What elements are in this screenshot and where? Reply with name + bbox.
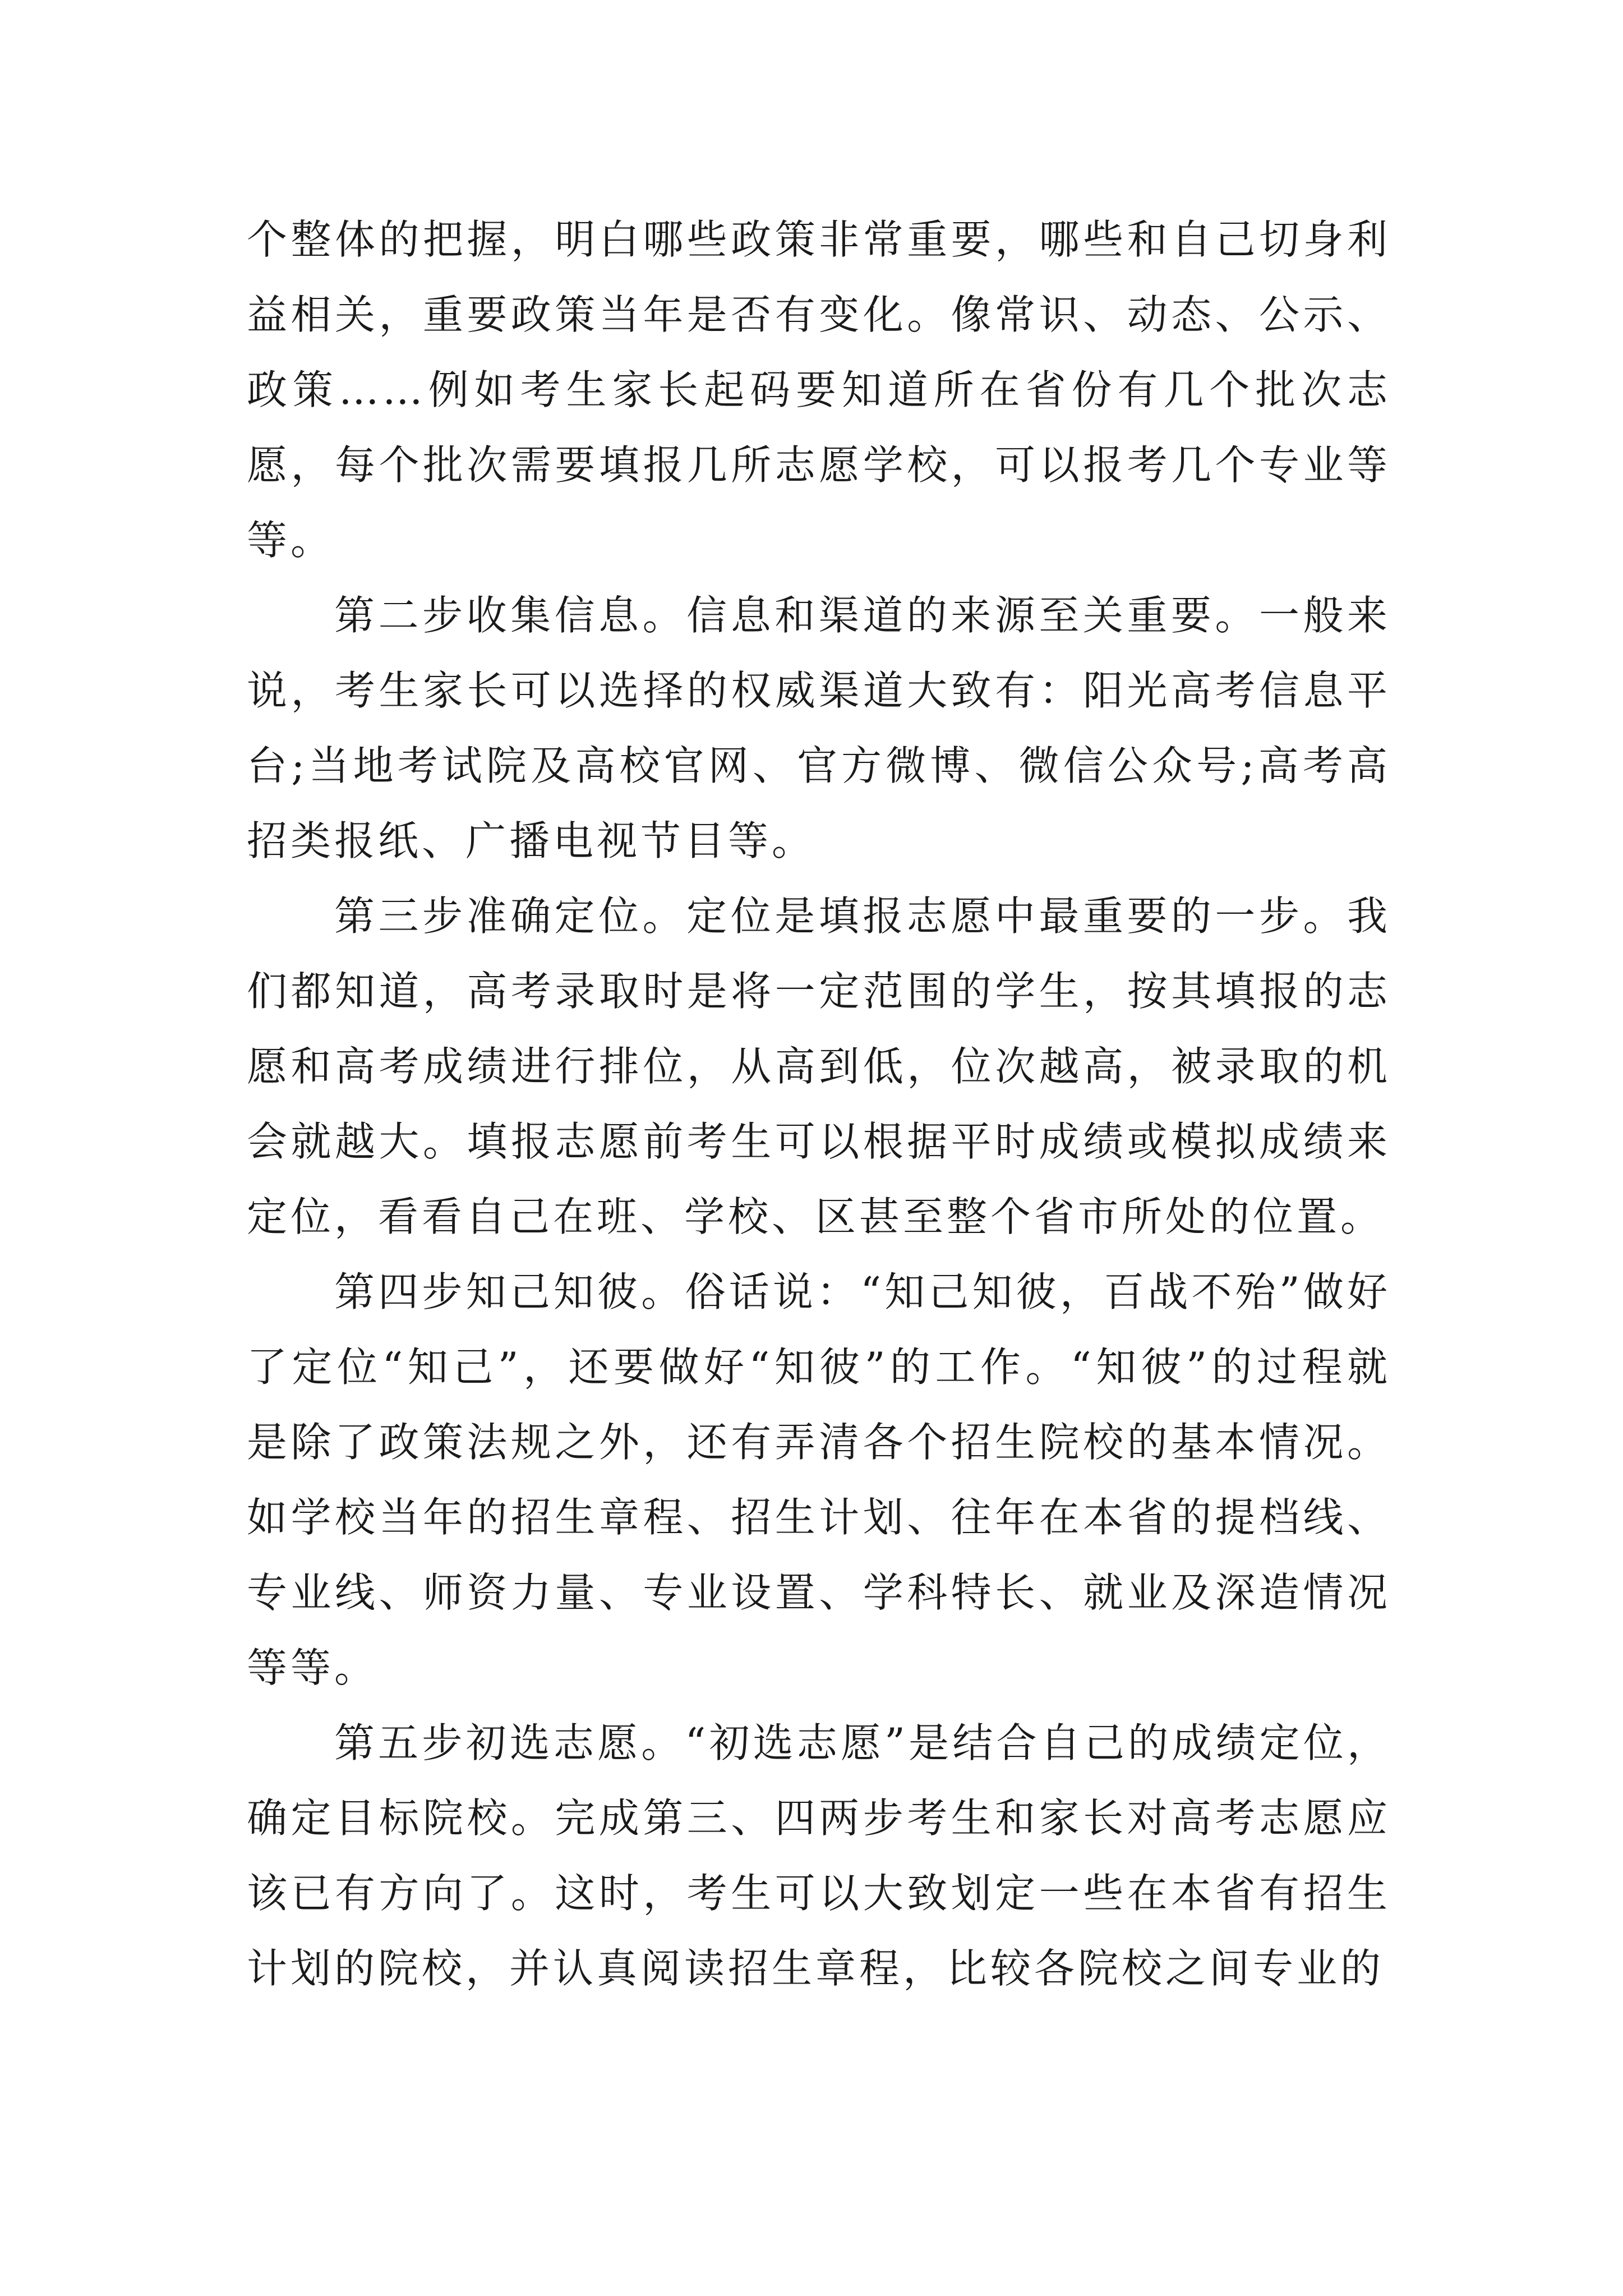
paragraph-step-five: 第五步初选志愿。“初选志愿”是结合自己的成绩定位，确定目标院校。完成第三、四两步考生和家长对高考志愿应该已有方向了。这时，考生可以大致划定一些在本省有招生计划的院校，并认真阅读招生章程，比较各院校之间专业的 (247, 1719, 1391, 1992)
document-body (247, 202, 1391, 2006)
paragraph-step-three: 第三步准确定位。定位是填报志愿中最重要的一步。我们都知道，高考录取时是将一定范围的学生，按其填报的志愿和高考成绩进行排位，从高到低，位次越高，被录取的机会就越大。填报志愿前考生可以根据平时成绩或模拟成绩来定位，看看自己在班、学校、区甚至整个省市所处的位置。 (247, 892, 1391, 1240)
paragraph-continuation: 个整体的把握，明白哪些政策非常重要，哪些和自己切身利益相关，重要政策当年是否有变化。像常识、动态、公示、政策……例如考生家长起码要知道所在省份有几个批次志愿，每个批次需要填报几所志愿学校，可以报考几个专业等等。 (247, 216, 1391, 564)
paragraph-step-four: 第四步知己知彼。俗话说：“知己知彼，百战不殆”做好了定位“知己”，还要做好“知彼”的工作。“知彼”的过程就是除了政策法规之外，还有弄清各个招生院校的基本情况。如学校当年的招生章程、招生计划、往年在本省的提档线、专业线、师资力量、专业设置、学科特长、就业及深造情况等等。 (247, 1268, 1391, 1691)
paragraph-step-two: 第二步收集信息。信息和渠道的来源至关重要。一般来说，考生家长可以选择的权威渠道大致有：阳光高考信息平台;当地考试院及高校官网、官方微博、微信公众号;高考高招类报纸、广播电视节目等。 (247, 592, 1391, 864)
